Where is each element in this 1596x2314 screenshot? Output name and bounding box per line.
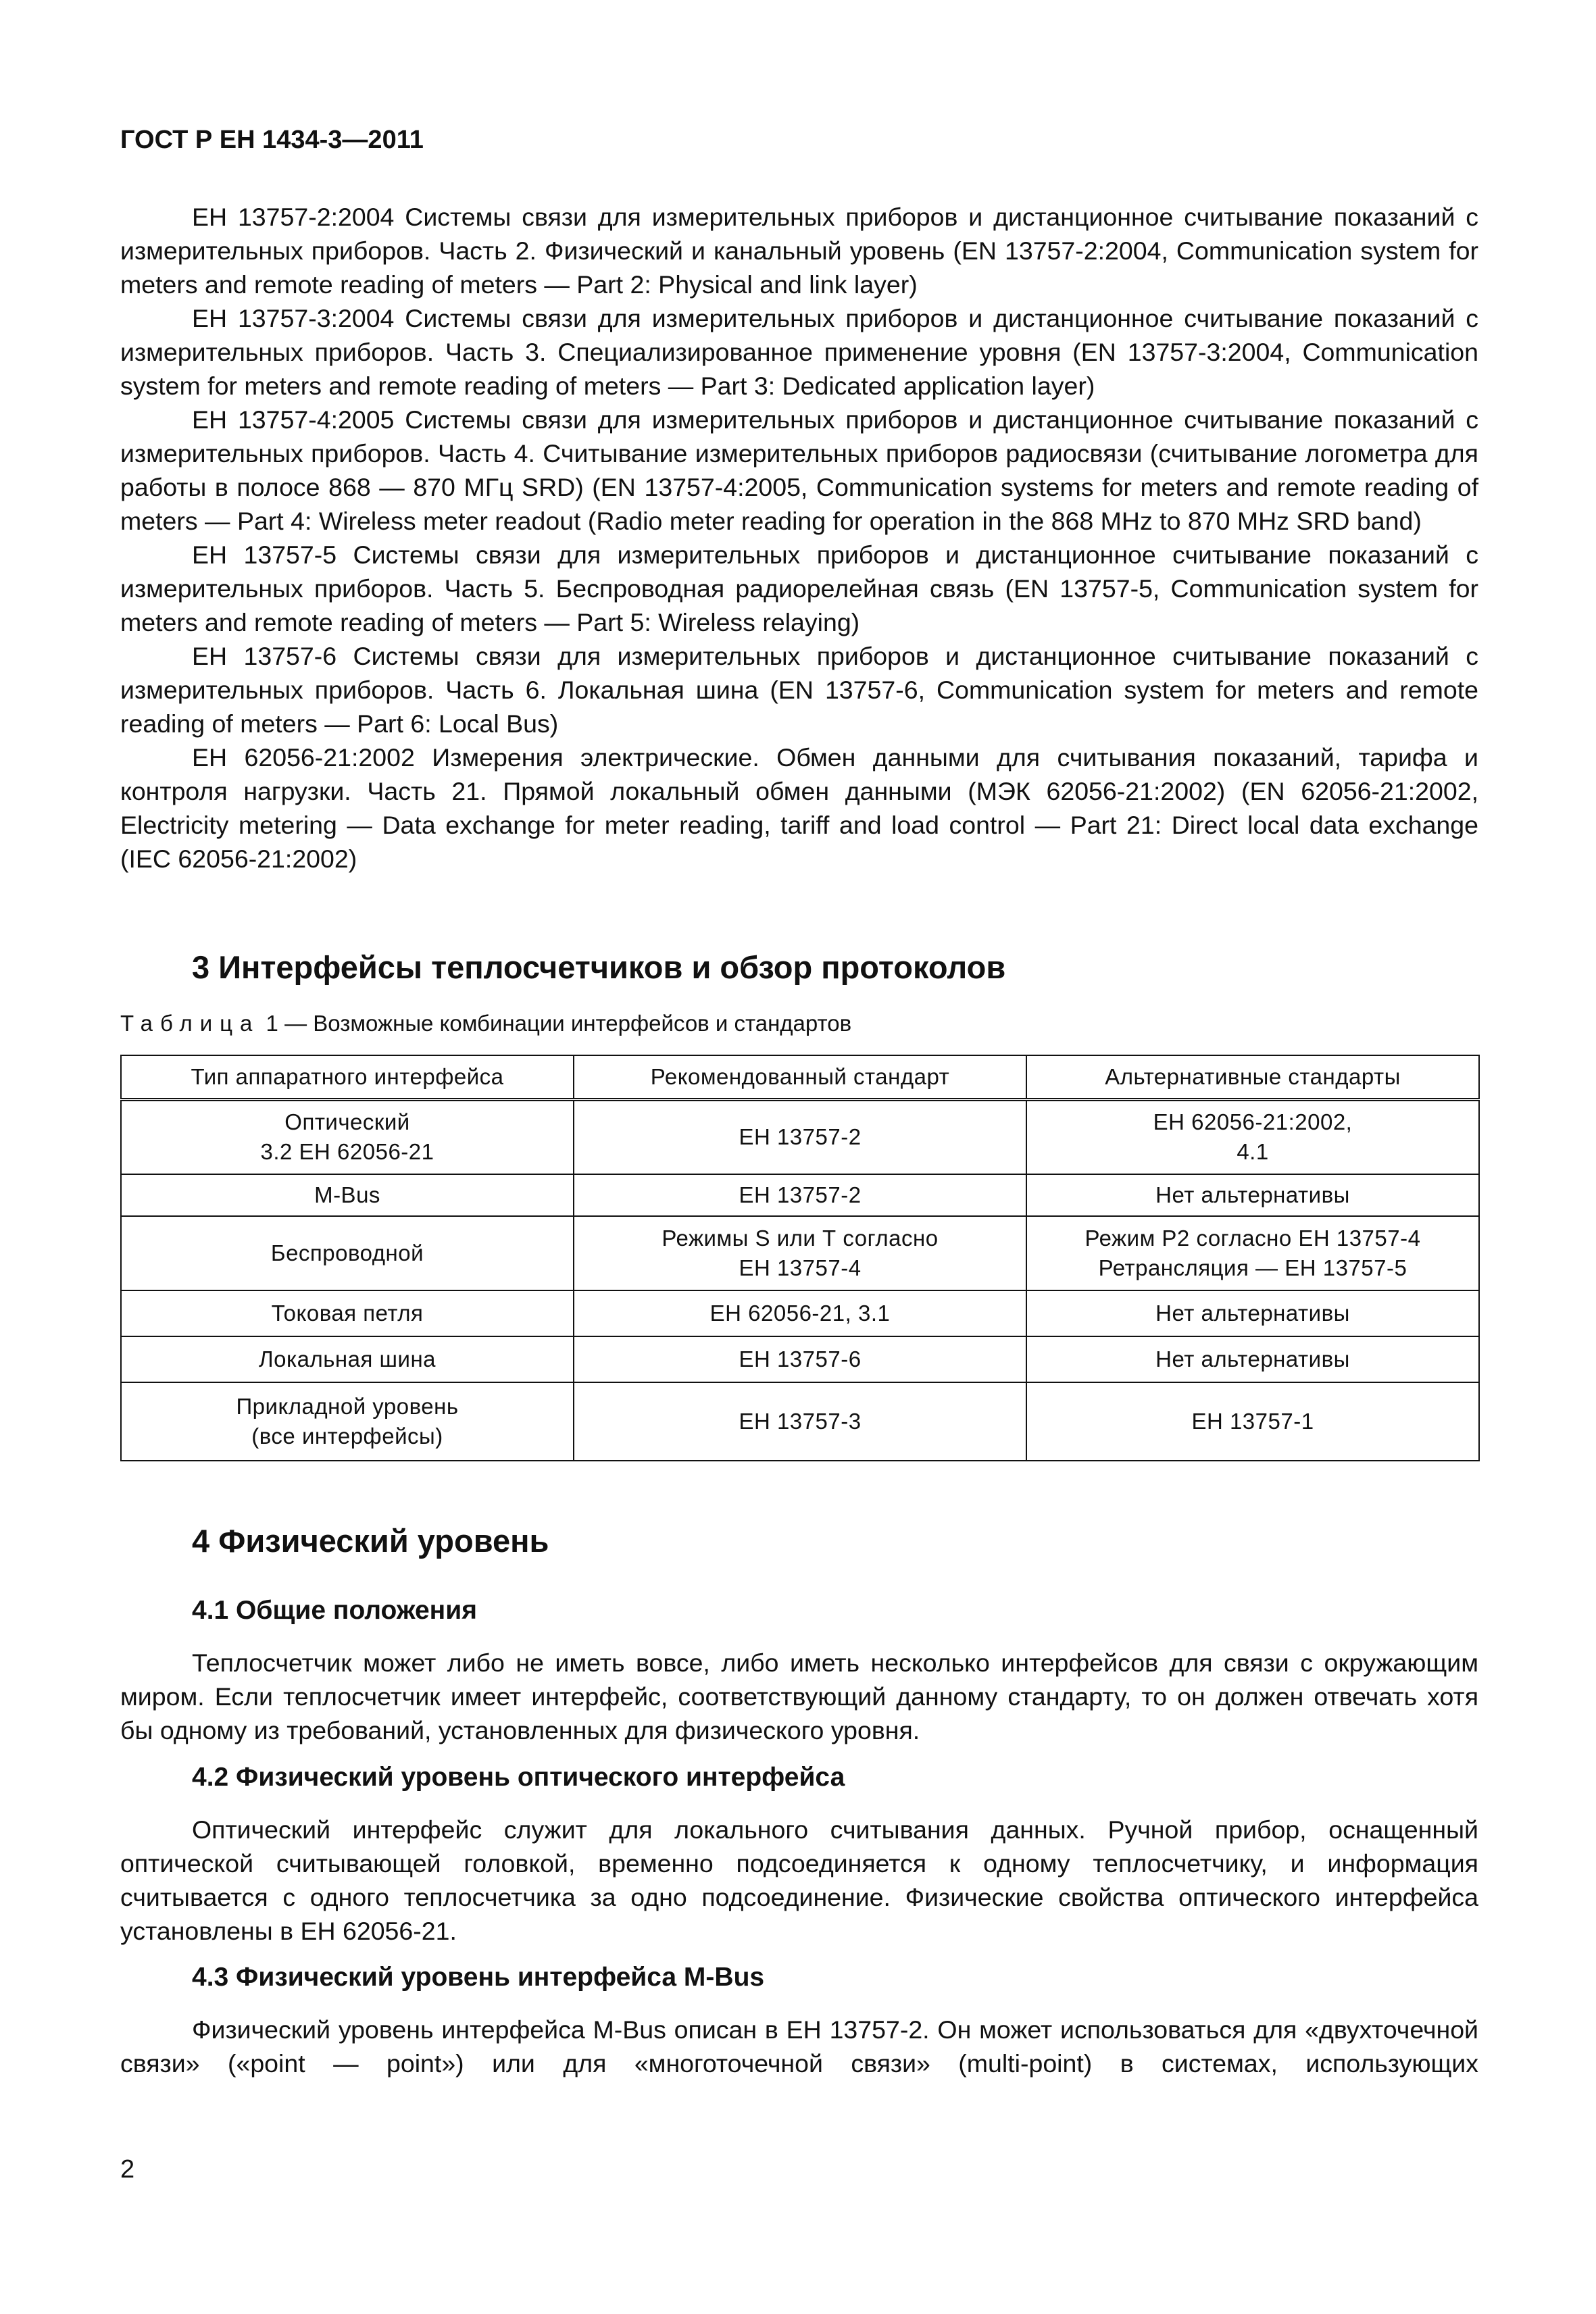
cell-line: ЕН 13757-1	[1191, 1408, 1314, 1434]
cell-line: (все интерфейсы)	[251, 1423, 443, 1449]
cell-line: Локальная шина	[258, 1346, 437, 1372]
running-header: ГОСТ Р ЕН 1434-3—2011	[120, 126, 424, 154]
cell-line: Ретрансляция — ЕН 13757-5	[1098, 1255, 1407, 1280]
cell-line: 4.1	[1237, 1139, 1269, 1165]
table-row	[121, 1336, 1479, 1382]
table-row	[121, 1100, 1479, 1174]
reference-item: ЕН 13757-5 Системы связи для измерительных приборов и дистанционное считывание показаний с измерительных приборов. Часть 5. Беспроводная радиорелейная связь (EN 13757-5, Communication system for meters and remote reading of meters — Part 5: Wireless relaying)	[120, 540, 1478, 636]
cell-line: M-Bus	[314, 1182, 380, 1207]
cell-interface	[121, 1100, 574, 1174]
cell-interface	[121, 1174, 574, 1216]
section-4-1-text	[120, 1646, 1478, 1747]
column-header-interface: Тип аппаратного интерфейса	[121, 1055, 574, 1100]
reference-item: ЕН 13757-4:2005 Системы связи для измерительных приборов и дистанционное считывание показаний с измерительных приборов. Часть 4. Считывание измерительных приборов радиосвязи (считывание логометра для работы в полосе 868 — 870 МГц SRD) (EN 13757-4:2005, Communication systems for meters and remote reading of meters — Part 4: Wireless meter readout (Radio meter reading for operation in the 868 MHz to 870 MHz SRD band)	[120, 405, 1478, 535]
cell-line: ЕН 13757-3	[739, 1408, 862, 1434]
reference-item: ЕН 13757-3:2004 Системы связи для измерительных приборов и дистанционное считывание показаний с измерительных приборов. Часть 3. Специализированное применение уровня (EN 13757-3:2004, Communication system for meters and remote reading of meters — Part 3: Dedicated application layer)	[120, 304, 1478, 400]
cell-recommended	[574, 1100, 1026, 1174]
table-caption	[120, 1011, 851, 1036]
paragraph: Физический уровень интерфейса M-Bus описан в ЕН 13757-2. Он может использоваться для «двухточечной связи» («point — point») или для «многоточечной связи» (multi-point) в системах, использующих	[120, 2015, 1478, 2078]
reference-item: ЕН 13757-6 Системы связи для измерительных приборов и дистанционное считывание показаний с измерительных приборов. Часть 6. Локальная шина (EN 13757-6, Communication system for meters and remote reading of meters — Part 6: Local Bus)	[120, 642, 1478, 738]
column-header-recommended: Рекомендованный стандарт	[574, 1055, 1026, 1100]
cell-line: ЕН 62056-21, 3.1	[709, 1300, 891, 1326]
cell-line: ЕН 13757-2	[739, 1182, 862, 1207]
section-4-2-text	[120, 1813, 1478, 1948]
cell-line: ЕН 62056-21:2002,	[1153, 1109, 1353, 1135]
cell-line: Режимы S или Т согласно	[662, 1225, 939, 1251]
cell-interface	[121, 1290, 574, 1336]
cell-line: Токовая петля	[271, 1300, 424, 1326]
section-4-1-heading: 4.1 Общие положения	[192, 1596, 477, 1625]
table-row	[121, 1290, 1479, 1336]
cell-line: Прикладной уровень	[236, 1393, 459, 1419]
cell-recommended	[574, 1382, 1026, 1461]
cell-recommended	[574, 1290, 1026, 1336]
cell-recommended	[574, 1174, 1026, 1216]
cell-line: Нет альтернативы	[1155, 1182, 1350, 1207]
cell-interface	[121, 1382, 574, 1461]
reference-item: ЕН 62056-21:2002 Измерения электрические. Обмен данными для считывания показаний, тарифа и контроля нагрузки. Часть 21. Прямой локальный обмен данными (МЭК 62056-21:2002) (EN 62056-21:2002, Electricity metering — Data exchange for meter reading, tariff and load control — Part 21: Direct local data exchange (IEC 62056-21:2002)	[120, 743, 1478, 873]
paragraph: Теплосчетчик может либо не иметь вовсе, либо иметь несколько интерфейсов для связи с окружающим миром. Если теплосчетчик имеет интерфейс, соответствующий данному стандарту, то он должен отвечать хотя бы одному из требований, установленных для физического уровня.	[120, 1649, 1478, 1744]
cell-line: ЕН 13757-2	[739, 1124, 862, 1150]
cell-interface	[121, 1216, 574, 1290]
cell-line: ЕН 13757-6	[739, 1346, 862, 1372]
cell-line: Режим Р2 согласно ЕН 13757-4	[1084, 1225, 1421, 1251]
page-number: 2	[120, 2155, 135, 2184]
cell-line: Нет альтернативы	[1155, 1300, 1350, 1326]
cell-line: Оптический	[284, 1109, 410, 1135]
cell-alternative	[1026, 1382, 1479, 1461]
table-row	[121, 1216, 1479, 1290]
cell-recommended	[574, 1336, 1026, 1382]
section-4-3-heading: 4.3 Физический уровень интерфейса M-Bus	[192, 1963, 765, 1992]
table-caption-title: 1 — Возможные комбинации интерфейсов и стандартов	[259, 1011, 852, 1036]
table-row	[121, 1382, 1479, 1461]
table-row	[121, 1174, 1479, 1216]
cell-alternative	[1026, 1290, 1479, 1336]
cell-line: Беспроводной	[270, 1240, 424, 1265]
paragraph: Оптический интерфейс служит для локального считывания данных. Ручной прибор, оснащенный оптической считывающей головкой, временно подсоединяется к одному теплосчетчику, и информация считывается с одного теплосчетчика за одно подсоединение. Физические свойства оптического интерфейса установлены в ЕН 62056-21.	[120, 1815, 1478, 1945]
section-3-heading: 3 Интерфейсы теплосчетчиков и обзор протоколов	[192, 949, 1006, 985]
cell-alternative	[1026, 1336, 1479, 1382]
reference-item: ЕН 13757-2:2004 Системы связи для измерительных приборов и дистанционное считывание показаний с измерительных приборов. Часть 2. Физический и канальный уровень (EN 13757-2:2004, Communication system for meters and remote reading of meters — Part 2: Physical and link layer)	[120, 203, 1478, 299]
interfaces-standards-table	[120, 1055, 1480, 1461]
cell-line: ЕН 13757-4	[739, 1255, 862, 1280]
column-header-alternative: Альтернативные стандарты	[1026, 1055, 1479, 1100]
cell-line: 3.2 ЕН 62056-21	[260, 1139, 434, 1165]
table-caption-label: Таблица	[120, 1011, 260, 1036]
cell-alternative	[1026, 1216, 1479, 1290]
cell-alternative	[1026, 1174, 1479, 1216]
cell-interface	[121, 1336, 574, 1382]
cell-alternative	[1026, 1100, 1479, 1174]
cell-line: Нет альтернативы	[1155, 1346, 1350, 1372]
normative-references-list	[120, 200, 1478, 876]
table-header-row	[121, 1055, 1479, 1100]
section-4-heading: 4 Физический уровень	[192, 1523, 549, 1559]
section-4-3-text	[120, 2013, 1478, 2080]
cell-recommended	[574, 1216, 1026, 1290]
section-4-2-heading: 4.2 Физический уровень оптического интерфейса	[192, 1763, 845, 1792]
